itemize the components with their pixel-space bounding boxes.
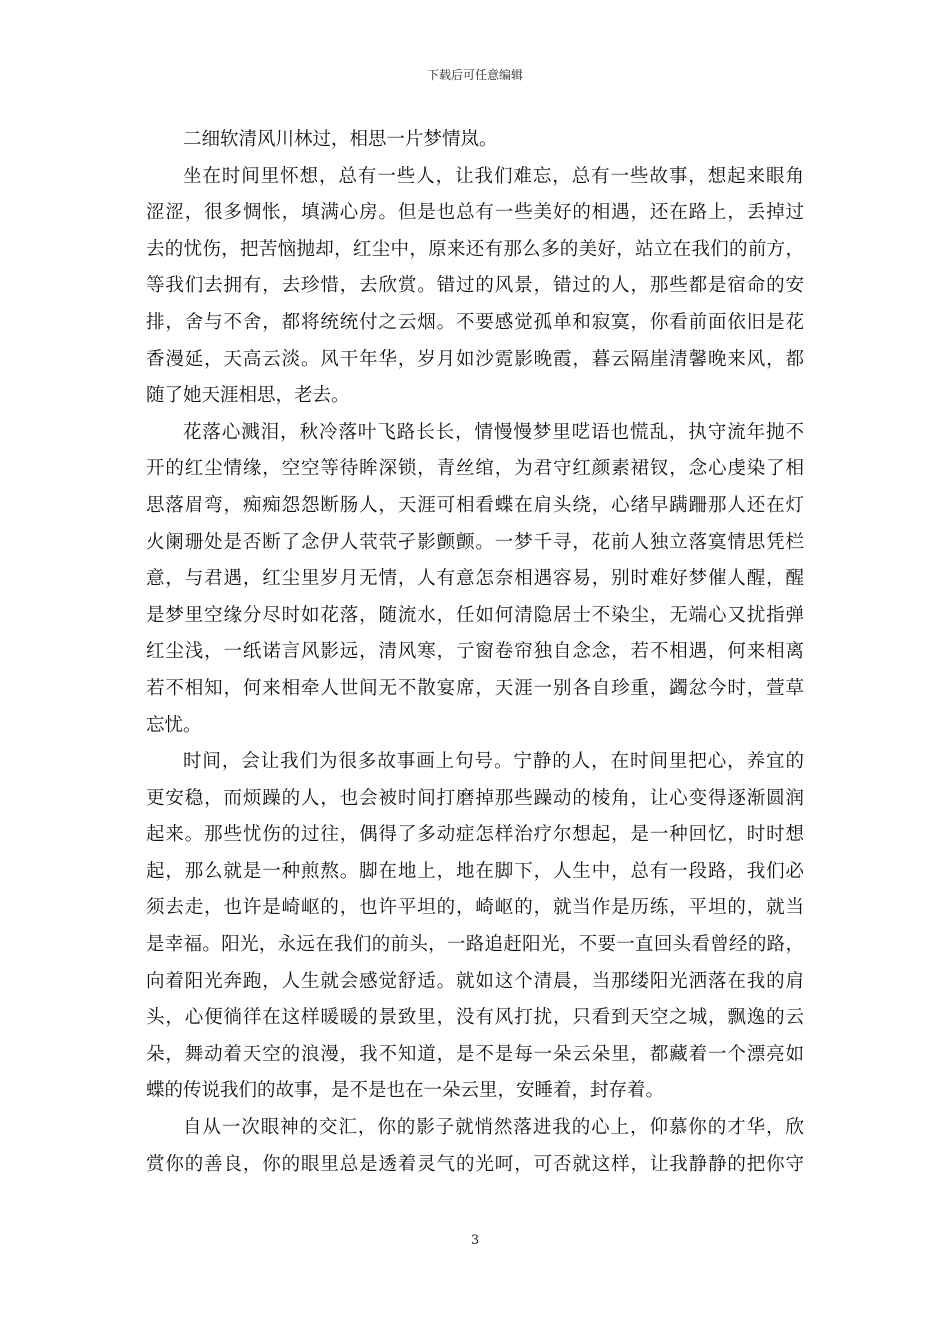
text-line: 蝶的传说我们的故事，是不是也在一朵云里，安睡着，封存着。 bbox=[146, 1080, 665, 1102]
text-line: 向着阳光奔跑，人生就会感觉舒适。就如这个清晨，当那缕阳光洒落在我的肩 bbox=[146, 970, 804, 992]
text-line: 思落眉弯，痴痴怨怨断肠人，天涯可相看蝶在肩头绕，心绪早蹒跚那人还在灯 bbox=[146, 494, 804, 516]
document-body bbox=[146, 122, 804, 1183]
page-header-note: 下载后可任意编辑 bbox=[426, 68, 523, 82]
text-line: 起，那么就是一种煎熬。脚在地上，地在脚下，人生中，总有一段路，我们必 bbox=[146, 860, 804, 882]
text-line: 自从一次眼神的交汇，你的影子就悄然落进我的心上，仰慕你的才华，欣 bbox=[183, 1117, 804, 1139]
text-line: 时间，会让我们为很多故事画上句号。宁静的人，在时间里把心，养宜的 bbox=[183, 751, 804, 773]
text-line: 红尘浅，一纸诺言风影远，清风寒，亍窗卷帘独自念念，若不相遇，何来相离 bbox=[146, 641, 804, 663]
text-line: 赏你的善良，你的眼里总是透着灵气的光呵，可否就这样，让我静静的把你守 bbox=[146, 1153, 804, 1175]
text-line: 花落心溅泪，秋冷落叶飞路长长，情慢慢梦里呓语也慌乱，执守流年抛不 bbox=[183, 421, 804, 443]
text-line: 坐在时间里怀想，总有一些人，让我们难忘，总有一些故事，想起来眼角 bbox=[183, 165, 804, 187]
text-line: 去的忧伤，把苦恼抛却，红尘中，原来还有那么多的美好，站立在我们的前方， bbox=[146, 238, 804, 260]
text-line: 更安稳，而烦躁的人，也会被时间打磨掉那些躁动的棱角，让心变得逐渐圆润 bbox=[146, 787, 804, 809]
text-line: 开的红尘情缘，空空等待眸深锁，青丝绾，为君守红颜素裙钗，念心虔染了相 bbox=[146, 458, 804, 480]
text-line: 香漫延，天高云淡。风干年华，岁月如沙霓影晚霞，暮云隔崖清馨晚来风，都 bbox=[146, 348, 804, 370]
text-line: 若不相知，何来相牵人世间无不散宴席，天涯一别各自珍重，蠲忿今时，萱草 bbox=[146, 677, 804, 699]
text-line: 火阑珊处是否断了念伊人茕茕孑影颤颤。一梦千寻，花前人独立落寞情思凭栏 bbox=[146, 531, 804, 553]
text-line: 排，舍与不舍，都将统统付之云烟。不要感觉孤单和寂寞，你看前面依旧是花 bbox=[146, 311, 804, 333]
text-line: 涩涩，很多惆怅，填满心房。但是也总有一些美好的相遇，还在路上，丢掉过 bbox=[146, 202, 804, 224]
page-number: 3 bbox=[470, 1233, 480, 1248]
text-line: 起来。那些忧伤的过往，偶得了多动症怎样治疗尔想起，是一种回忆，时时想 bbox=[146, 824, 804, 846]
text-line: 是梦里空缘分尽时如花落，随流水，任如何清隐居士不染尘，无端心又扰指弹 bbox=[146, 604, 804, 626]
text-line: 等我们去拥有，去珍惜，去欣赏。错过的风景，错过的人，那些都是宿命的安 bbox=[146, 275, 804, 297]
text-line: 随了她天涯相思，老去。 bbox=[146, 385, 350, 407]
text-line: 意，与君遇，红尘里岁月无情，人有意怎奈相遇容易，别时难好梦催人醒，醒 bbox=[146, 568, 804, 590]
text-line: 是幸福。阳光，永远在我们的前头，一路追赶阳光，不要一直回头看曾经的路， bbox=[146, 934, 804, 956]
text-line: 忘忧。 bbox=[146, 714, 202, 736]
text-line: 须去走，也许是崎岖的，也许平坦的，崎岖的，就当作是历练，平坦的，就当 bbox=[146, 897, 804, 919]
text-line: 头，心便徜徉在这样暖暖的景致里，没有风打扰，只看到天空之城，飘逸的云 bbox=[146, 1007, 804, 1029]
text-line: 二细软清风川林过，相思一片梦情岚。 bbox=[183, 129, 498, 150]
text-line: 朵，舞动着天空的浪漫，我不知道，是不是每一朵云朵里，都藏着一个漂亮如 bbox=[146, 1043, 804, 1065]
